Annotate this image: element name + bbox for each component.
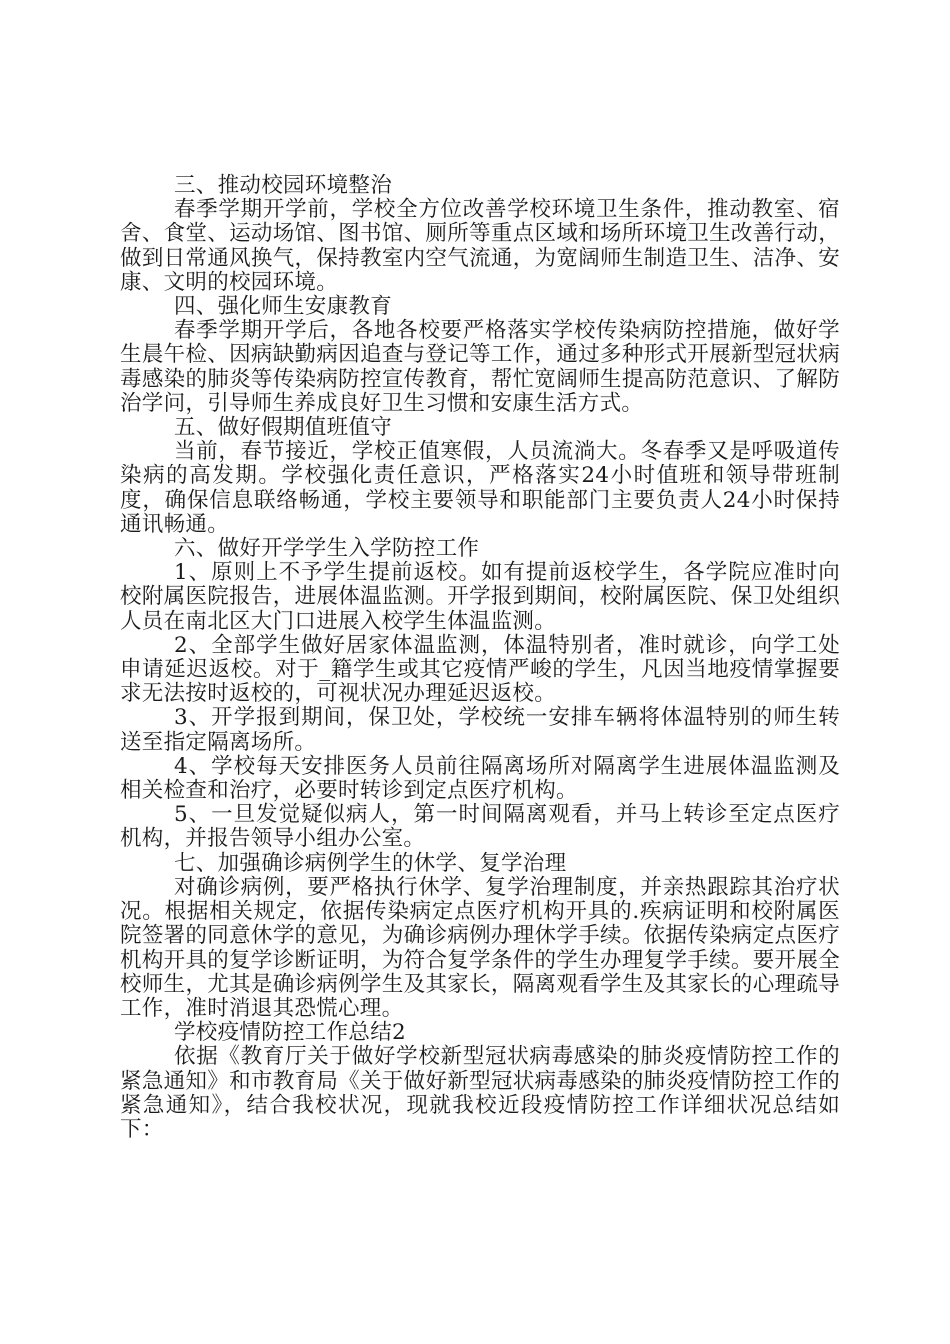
section-heading-3: 三、推动校园环境整治 xyxy=(174,173,393,198)
body-paragraph: 当前，春节接近，学校正值寒假，人员流淌大。冬春季又是呼吸道传染病的高发期。学校强化责任意识，严格落实24小时值班和领导带班制度，确保信息联络畅通，学校主要领导和职能部门主要负责人24小时保持通讯畅通。 xyxy=(120,439,840,537)
list-item-4: 4、学校每天安排医务人员前往隔离场所对隔离学生进展体温监测及相关检查和治疗，必要时转诊到定点医疗机构。 xyxy=(120,753,840,804)
list-item-2: 2、全部学生做好居家体温监测，体温特别者，准时就诊，向学工处申请延迟返校。对于_籍学生或其它疫情严峻的学生，凡因当地疫情掌握要求无法按时返校的，可视状况办理延迟返校。 xyxy=(120,632,840,707)
body-paragraph: 春季学期开学后，各地各校要严格落实学校传染病防控措施，做好学生晨午检、因病缺勤病因追查与登记等工作，通过多种形式开展新型冠状病毒感染的肺炎等传染病防控宣传教育，帮忙宽阔师生提高防范意识、了解防治学问，引导师生养成良好卫生习惯和安康生活方式。 xyxy=(120,318,840,416)
section-heading-5: 五、做好假期值班值守 xyxy=(174,415,393,441)
body-paragraph: 春季学期开学前，学校全方位改善学校环境卫生条件，推动教室、宿舍、食堂、运动场馆、图书馆、厕所等重点区域和场所环境卫生改善行动，做到日常通风换气，保持教室内空气流通，为宽阔师生制造卫生、洁净、安康、文明的校园环境。 xyxy=(120,197,840,295)
section-heading-7: 七、加强确诊病例学生的休学、复学治理 xyxy=(174,850,567,876)
section-heading-6: 六、做好开学学生入学防控工作 xyxy=(174,536,480,562)
list-item-1: 1、原则上不予学生提前返校。如有提前返校学生，各学院应准时向校附属医院报告，进展体温监测。开学报到期间，校附属医院、保卫处组织人员在南北区大门口进展入校学生体温监测。 xyxy=(120,560,840,634)
body-paragraph: 依据《教育厅关于做好学校新型冠状病毒感染的肺炎疫情防控工作的紧急通知》和市教育局《关于做好新型冠状病毒感染的肺炎疫情防控工作的紧急通知》，结合我校状况，现就我校近段疫情防控工作详细状况总结如下： xyxy=(120,1044,840,1142)
list-item-5: 5、一旦发觉疑似病人，第一时间隔离观看，并马上转诊至定点医疗机构，并报告领导小组办公室。 xyxy=(120,802,840,852)
document-body xyxy=(120,174,840,1142)
body-paragraph: 对确诊病例，要严格执行休学、复学治理制度，并亲热跟踪其治疗状况。根据相关规定，依据传染病定点医疗机构开具的.疾病证明和校附属医院签署的同意休学的意见，为确诊病例办理休学手续。依据传染病定点医疗机构开具的复学诊断证明，为符合复学条件的学生办理复学手续。要开展全校师生，尤其是确诊病例学生及其家长，隔离观看学生及其家长的心理疏导工作，准时消退其恐慌心理。 xyxy=(120,874,840,1021)
section-heading-4: 四、强化师生安康教育 xyxy=(174,294,393,320)
document-subtitle: 学校疫情防控工作总结2 xyxy=(174,1020,406,1046)
list-item-3: 3、开学报到期间，保卫处，学校统一安排车辆将体温特别的师生转送至指定隔离场所。 xyxy=(120,705,840,755)
